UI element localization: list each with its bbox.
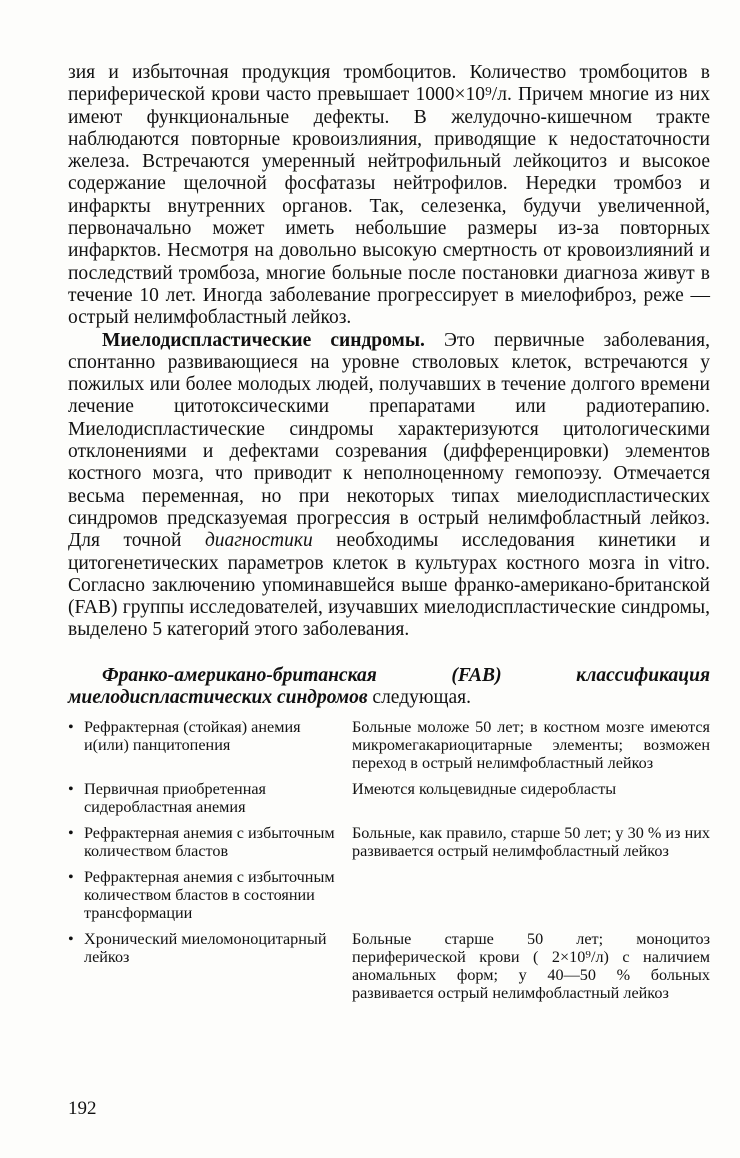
category-description: Больные старше 50 лет; моноцитоз периферической крови ( 2×10⁹/л) с наличием аномальных форм; у 40—50 % больных развивается острый нелимфобластный лейкоз bbox=[352, 930, 710, 1003]
mds-italic-term: диагностики bbox=[204, 530, 313, 552]
bullet-icon: • bbox=[68, 824, 74, 843]
classification-table bbox=[68, 718, 710, 1002]
category-name: Первичная приобретенная сидеробластная анемия bbox=[84, 780, 266, 817]
mds-text-part1: Это первичные заболевания, спонтанно развивающиеся на уровне стволовых клеток, встречаются у пожилых или более молодых людей, получавших в течение долгого времени лечение цитотоксическими препаратами или радиотерапию. Миелодиспластические синдромы характеризуются цитологическими отклонениями и дефектами созревания (дифференцировки) элементов костного мозга, что приводит к неполноценному гемопоэзу. Отмечается весьма переменная, но при некоторых типах миелодиспластических синдромов предсказуемая прогрессия в острый нелимфобластный лейкоз. Для точной bbox=[68, 329, 710, 552]
classification-heading bbox=[68, 665, 710, 710]
bullet-icon: • bbox=[68, 718, 74, 737]
table-row bbox=[68, 868, 710, 922]
category-description: Имеются кольцевидные сидеробласты bbox=[352, 780, 617, 799]
table-row bbox=[68, 718, 710, 772]
paragraph-continuation: зия и избыточная продукция тромбоцитов. Количество тромбоцитов в периферической крови часто превышает 1000×10⁹/л. Причем многие из них имеют функциональные дефекты. В желудочно-кишечном тракте наблюдаются повторные кровоизлияния, приводящие к недостаточности железа. Встречаются умеренный нейтрофильный лейкоцитоз и высокое содержание щелочной фосфатазы нейтрофилов. Нередки тромбоз и инфаркты внутренних органов. Так, селезенка, будучи увеличенной, первоначально может иметь небольшие размеры из-за повторных инфарктов. Несмотря на довольно высокую смертность от кровоизлияний и последствий тромбоза, многие больные после постановки диагноза живут в течение 10 лет. Иногда заболевание прогрессирует в миелофиброз, реже — острый нелимфобластный лейкоз. bbox=[68, 62, 710, 329]
paragraph-mds bbox=[68, 330, 710, 642]
table-row bbox=[68, 780, 710, 816]
page-number: 192 bbox=[68, 1098, 97, 1119]
bullet-icon: • bbox=[68, 930, 74, 949]
category-name: Хронический миеломоноцитарный лейкоз bbox=[84, 930, 327, 967]
category-description bbox=[352, 868, 710, 922]
bullet-icon: • bbox=[68, 780, 74, 799]
category-description: Больные, как правило, старше 50 лет; у 30 % из них развивается острый нелимфобластный лейкоз bbox=[352, 824, 710, 861]
bullet-icon: • bbox=[68, 868, 74, 887]
category-description: Больные моложе 50 лет; в костном мозге имеются микромегакариоцитарные элементы; возможен переход в острый нелимфобластный лейкоз bbox=[352, 718, 710, 773]
mds-text-part2: необходимы исследования кинетики и цитогенетических параметров клеток в культурах костного мозга in vitro. Согласно заключению упоминавшейся выше франко-американо-британской (FAB) группы исследователей, изучавших миелодиспластические синдромы, выделено 5 категорий этого заболевания. bbox=[68, 530, 710, 641]
table-row bbox=[68, 930, 710, 1002]
category-name: Рефрактерная анемия с избыточным количеством бластов в состоянии трансформации bbox=[84, 868, 335, 923]
classification-heading-rest: следующая. bbox=[367, 687, 471, 709]
classification-heading-title: Франко-американо-британская (FAB) классификация миелодиспластических синдромов bbox=[68, 664, 710, 709]
text-column bbox=[68, 62, 710, 1010]
category-name: Рефрактерная (стойкая) анемия и(или) панцитопения bbox=[84, 718, 301, 755]
mds-lead-term: Миелодиспластические синдромы. bbox=[102, 329, 425, 351]
table-row bbox=[68, 824, 710, 860]
category-name: Рефрактерная анемия с избыточным количеством бластов bbox=[84, 824, 335, 861]
